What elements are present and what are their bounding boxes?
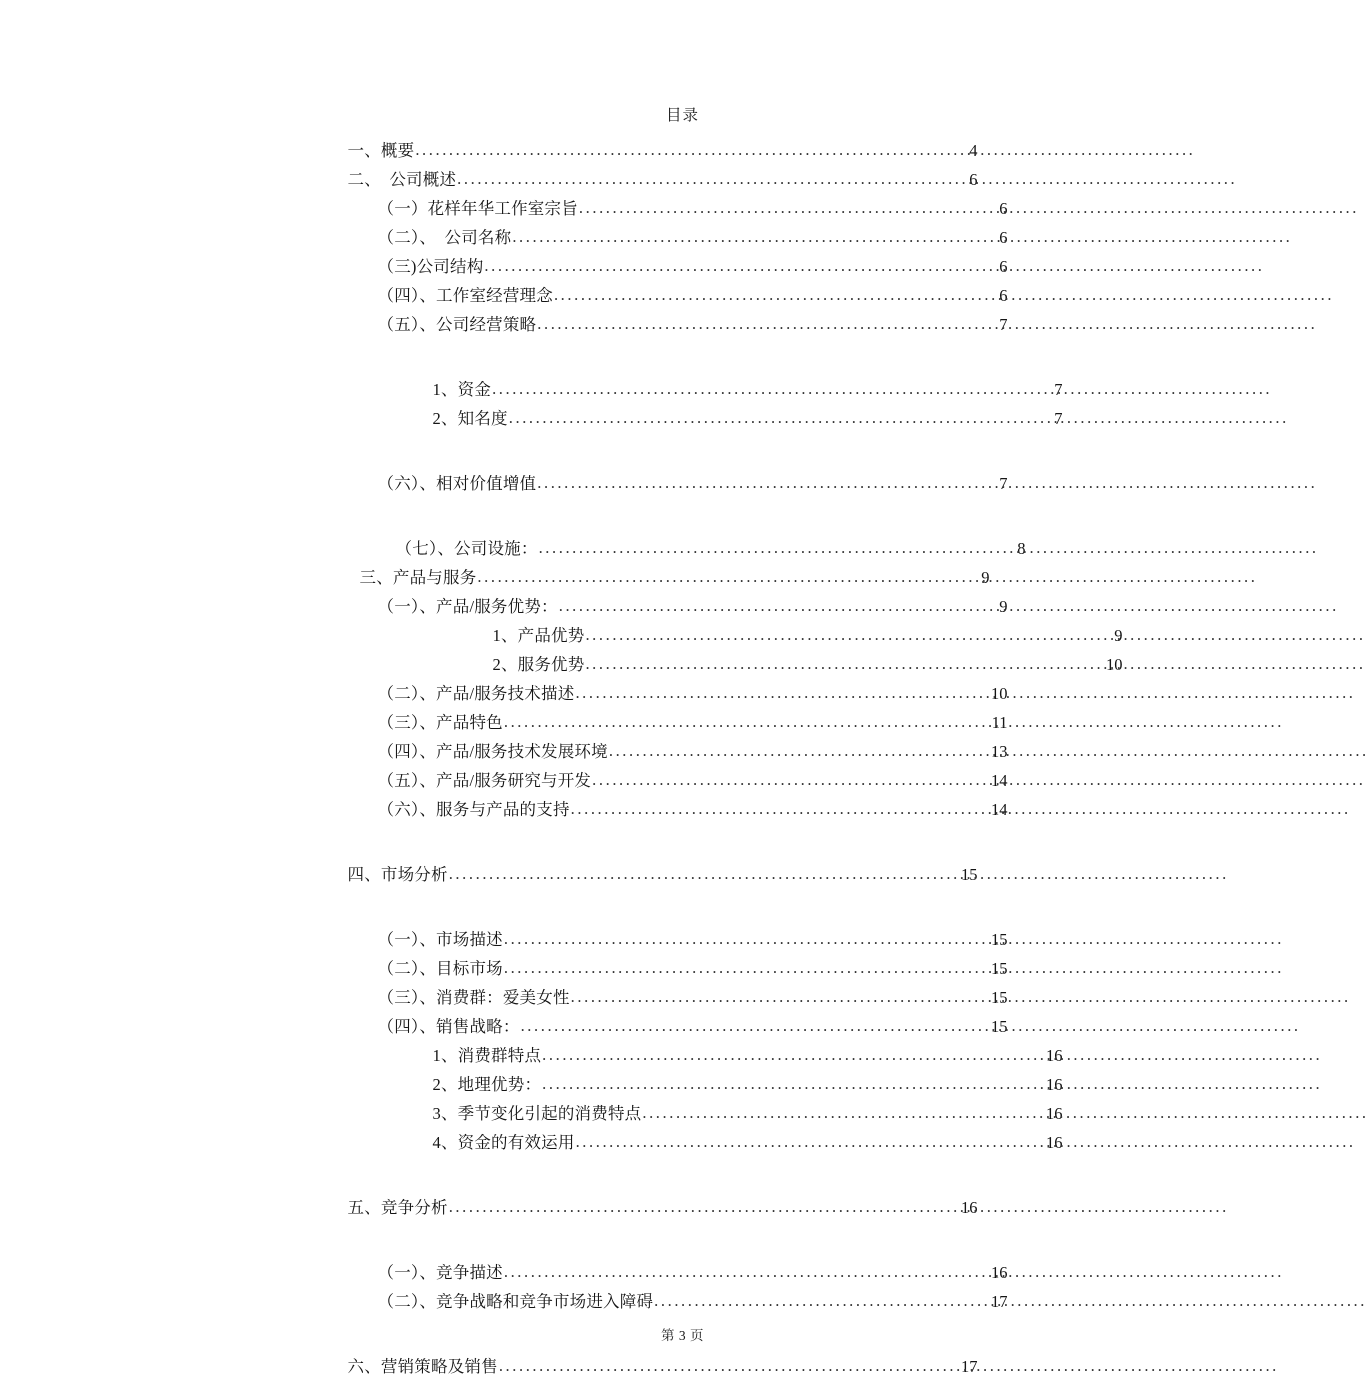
toc-dot-leader — [571, 982, 990, 1011]
toc-entry[interactable] — [348, 1099, 1063, 1128]
toc-entry-label: 六、营销策略及销售 — [347, 1357, 498, 1376]
toc-entry[interactable] — [348, 375, 1063, 404]
toc-entry-label: （一）花样年华工作室宗旨 — [377, 199, 578, 218]
toc-entry-label: （三)公司结构 — [377, 257, 484, 276]
toc-entry-label: 1、资金 — [432, 380, 492, 399]
toc-dot-leader — [504, 924, 990, 953]
toc-entry[interactable] — [348, 737, 1008, 766]
toc-dot-leader — [504, 953, 990, 982]
toc-dot-leader — [609, 736, 990, 765]
toc-dot-leader — [537, 309, 998, 338]
toc-entry[interactable] — [348, 708, 1008, 737]
page-title: 目录 — [665, 107, 699, 124]
toc-dot-leader — [554, 280, 998, 309]
toc-entry-label: 五、竞争分析 — [347, 1198, 448, 1217]
toc-entry-page-number: 16 — [1046, 1104, 1063, 1123]
toc-entry-page-number: 8 — [1017, 539, 1026, 558]
toc-entry-page-number: 7 — [1054, 409, 1063, 428]
toc-entry-page-number: 6 — [999, 286, 1008, 305]
toc-entry[interactable] — [348, 1012, 1008, 1041]
toc-entry-page-number: 6 — [999, 199, 1008, 218]
toc-dot-leader — [654, 1286, 990, 1315]
toc-entry-page-number: 15 — [991, 1017, 1008, 1036]
toc-entry-label: 1、消费群特点 — [432, 1046, 542, 1065]
toc-entry[interactable] — [348, 766, 1008, 795]
toc-entry[interactable] — [348, 679, 1008, 708]
toc-entry-label: 四、市场分析 — [347, 865, 448, 884]
toc-entry[interactable] — [348, 1128, 1063, 1157]
toc-spacer — [348, 1157, 978, 1193]
toc-entry-label: （七）、公司设施： — [395, 539, 538, 558]
toc-dot-leader — [521, 1011, 990, 1040]
toc-entry-label: 2、知名度 — [432, 409, 508, 428]
toc-entry-page-number: 17 — [991, 1292, 1008, 1311]
toc-entry[interactable] — [348, 983, 1008, 1012]
toc-dot-leader — [477, 562, 980, 591]
toc-entry[interactable] — [348, 795, 1008, 824]
toc-entry[interactable] — [348, 1287, 1008, 1316]
toc-dot-leader — [504, 707, 991, 736]
toc-entry-label: 1、产品优势 — [492, 626, 585, 645]
table-of-contents — [347, 136, 1123, 1381]
toc-entry-page-number: 6 — [999, 257, 1008, 276]
toc-entry-label: 2、服务优势 — [492, 655, 585, 674]
toc-dot-leader — [642, 1098, 1045, 1127]
toc-entry-page-number: 10 — [1106, 655, 1123, 674]
toc-entry-page-number: 7 — [999, 315, 1008, 334]
toc-dot-leader — [499, 1351, 960, 1380]
toc-entry[interactable] — [348, 252, 1008, 281]
toc-dot-leader — [579, 193, 998, 222]
toc-dot-leader — [585, 649, 1105, 678]
toc-entry-page-number: 17 — [961, 1357, 978, 1376]
page-footer: 第 3 页 — [661, 1328, 704, 1343]
toc-entry[interactable] — [348, 1070, 1063, 1099]
toc-entry-page-number: 13 — [991, 742, 1008, 761]
toc-entry[interactable] — [348, 563, 990, 592]
toc-dot-leader — [542, 1040, 1045, 1069]
toc-spacer — [348, 1222, 978, 1258]
toc-dot-leader — [484, 251, 998, 280]
document-page — [208, 0, 1158, 1376]
toc-dot-leader — [512, 222, 998, 251]
toc-dot-leader — [576, 1127, 1045, 1156]
toc-entry-page-number: 16 — [961, 1198, 978, 1217]
toc-entry[interactable] — [348, 1041, 1063, 1070]
toc-entry-page-number: 4 — [969, 141, 978, 160]
toc-dot-leader — [575, 678, 990, 707]
toc-entry-label: （一）、产品/服务优势： — [377, 597, 558, 616]
toc-entry-label: （三）、消费群：爱美女性 — [377, 988, 570, 1007]
toc-entry[interactable] — [348, 469, 1008, 498]
toc-entry[interactable] — [348, 310, 1008, 339]
toc-entry-page-number: 15 — [961, 865, 978, 884]
toc-dot-leader — [542, 1069, 1045, 1098]
toc-dot-leader — [449, 859, 960, 888]
toc-spacer — [348, 339, 978, 375]
toc-entry-page-number: 9 — [981, 568, 990, 587]
toc-spacer — [348, 824, 978, 860]
toc-entry[interactable] — [348, 1193, 978, 1222]
toc-dot-leader — [449, 1192, 960, 1221]
toc-dot-leader — [537, 468, 998, 497]
toc-entry[interactable] — [348, 592, 1008, 621]
toc-entry-page-number: 16 — [991, 1263, 1008, 1282]
toc-spacer — [348, 889, 978, 925]
toc-entry-label: （二）、 公司名称 — [377, 228, 512, 247]
toc-entry-page-number: 16 — [1046, 1075, 1063, 1094]
toc-entry-label: （一）、市场描述 — [377, 930, 503, 949]
toc-entry-page-number: 14 — [991, 771, 1008, 790]
toc-spacer — [348, 433, 978, 469]
toc-entry-label: （四）、销售战略： — [377, 1017, 520, 1036]
toc-entry-page-number: 10 — [991, 684, 1008, 703]
toc-dot-leader — [415, 135, 968, 164]
toc-entry[interactable] — [348, 860, 978, 889]
toc-entry-page-number: 16 — [1046, 1046, 1063, 1065]
toc-dot-leader — [509, 403, 1054, 432]
toc-entry[interactable] — [348, 1352, 978, 1381]
toc-dot-leader — [539, 533, 1017, 562]
toc-spacer — [348, 498, 978, 534]
toc-dot-leader — [504, 1257, 990, 1286]
toc-entry-label: （二）、竞争战略和竞争市场进入障碍 — [377, 1292, 654, 1311]
toc-entry-page-number: 16 — [1046, 1133, 1063, 1152]
toc-entry[interactable] — [348, 925, 1008, 954]
toc-entry-page-number: 11 — [991, 713, 1008, 732]
toc-entry[interactable] — [348, 650, 1123, 679]
toc-entry-label: （二）、产品/服务技术描述 — [377, 684, 575, 703]
toc-entry[interactable] — [348, 1258, 1008, 1287]
toc-dot-leader — [585, 620, 1113, 649]
toc-entry-label: （四）、产品/服务技术发展环境 — [377, 742, 608, 761]
toc-dot-leader — [559, 591, 999, 620]
toc-dot-leader — [571, 794, 990, 823]
toc-entry-label: （四）、工作室经营理念 — [377, 286, 553, 305]
toc-entry-page-number: 7 — [999, 474, 1008, 493]
toc-entry-page-number: 14 — [991, 800, 1008, 819]
toc-entry[interactable] — [348, 223, 1008, 252]
toc-entry[interactable] — [348, 194, 1008, 223]
toc-entry-label: 2、地理优势： — [432, 1075, 542, 1094]
toc-entry-label: （五）、公司经营策略 — [377, 315, 537, 334]
toc-entry-label: 三、产品与服务 — [359, 568, 477, 587]
toc-entry[interactable] — [348, 165, 978, 194]
toc-entry[interactable] — [348, 281, 1008, 310]
toc-entry-label: （五）、产品/服务研究与开发 — [377, 771, 592, 790]
toc-dot-leader — [592, 765, 990, 794]
toc-entry[interactable] — [348, 954, 1008, 983]
toc-entry-label: （二）、目标市场 — [377, 959, 503, 978]
toc-entry[interactable] — [348, 404, 1063, 433]
toc-entry[interactable] — [348, 136, 978, 165]
toc-entry-page-number: 6 — [969, 170, 978, 189]
toc-entry-label: 4、资金的有效运用 — [432, 1133, 575, 1152]
toc-entry-label: 一、概要 — [347, 141, 415, 160]
toc-entry-page-number: 9 — [999, 597, 1008, 616]
toc-dot-leader — [457, 164, 968, 193]
toc-entry-label: 3、季节变化引起的消费特点 — [432, 1104, 642, 1123]
toc-entry-page-number: 9 — [1114, 626, 1123, 645]
toc-entry-page-number: 15 — [991, 988, 1008, 1007]
toc-entry-label: 二、 公司概述 — [347, 170, 457, 189]
toc-entry-page-number: 6 — [999, 228, 1008, 247]
toc-entry-page-number: 7 — [1054, 380, 1063, 399]
toc-entry-label: （三）、产品特色 — [377, 713, 503, 732]
toc-entry[interactable] — [348, 621, 1123, 650]
toc-entry-label: （六）、相对价值增值 — [377, 474, 537, 493]
toc-entry[interactable] — [348, 534, 1026, 563]
toc-entry-page-number: 15 — [991, 930, 1008, 949]
toc-entry-page-number: 15 — [991, 959, 1008, 978]
toc-entry-label: （六）、服务与产品的支持 — [377, 800, 570, 819]
toc-dot-leader — [492, 374, 1053, 403]
toc-entry-label: （一）、竞争描述 — [377, 1263, 503, 1282]
